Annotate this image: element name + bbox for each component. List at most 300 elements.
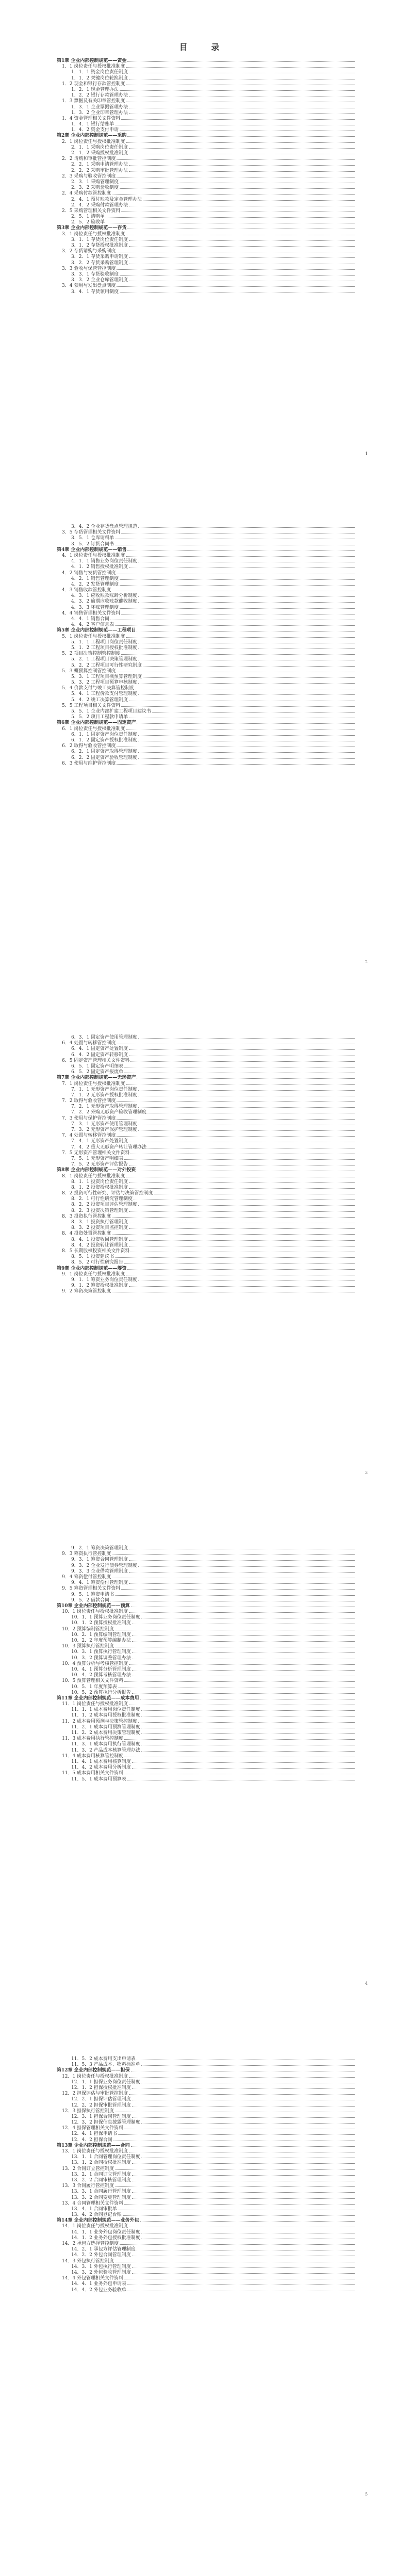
toc-section[interactable] bbox=[57, 98, 356, 104]
toc-subsection[interactable] bbox=[57, 214, 356, 219]
toc-subsection[interactable] bbox=[57, 2264, 356, 2270]
toc-entry-label: 4．3．3 坏账管理制度 bbox=[71, 605, 119, 610]
toc-entry-label: 5．5 工程项目相关文件资料 bbox=[62, 703, 121, 708]
toc-subsection[interactable] bbox=[57, 1620, 356, 1626]
toc-subsection[interactable] bbox=[57, 541, 356, 547]
dot-leader bbox=[129, 2223, 355, 2227]
toc-page-2 bbox=[57, 524, 356, 766]
toc-section[interactable] bbox=[57, 2108, 356, 2114]
toc-entry-label: 13．3．2 合同变更管理制度 bbox=[71, 2195, 131, 2200]
toc-subsection[interactable] bbox=[57, 2229, 356, 2235]
toc-subsection[interactable] bbox=[57, 2212, 356, 2217]
toc-subsection[interactable] bbox=[57, 2056, 356, 2062]
toc-subsection[interactable] bbox=[57, 1614, 356, 1620]
toc-section[interactable] bbox=[57, 2275, 356, 2281]
toc-section[interactable] bbox=[57, 231, 356, 237]
toc-subsection[interactable] bbox=[57, 645, 356, 651]
dot-leader bbox=[112, 1574, 355, 1578]
dot-leader bbox=[124, 2125, 355, 2129]
toc-subsection[interactable] bbox=[57, 1219, 356, 1225]
toc-subsection[interactable] bbox=[57, 2195, 356, 2200]
toc-entry-label: 14．4 外包管理相关文件资料 bbox=[62, 2276, 124, 2281]
toc-section[interactable] bbox=[57, 610, 356, 616]
toc-subsection[interactable] bbox=[57, 558, 356, 564]
toc-section[interactable] bbox=[57, 2166, 356, 2172]
toc-subsection[interactable] bbox=[57, 150, 356, 156]
toc-section[interactable] bbox=[57, 760, 356, 766]
toc-subsection[interactable] bbox=[57, 1545, 356, 1551]
toc-section[interactable] bbox=[57, 2125, 356, 2131]
dot-leader bbox=[138, 645, 355, 649]
dot-leader bbox=[112, 1230, 355, 1235]
toc-entry-label: 6．1 岗位责任与授权批准制度 bbox=[62, 726, 125, 732]
toc-section[interactable] bbox=[57, 1551, 356, 1557]
toc-subsection[interactable] bbox=[57, 277, 356, 283]
toc-section[interactable] bbox=[57, 2258, 356, 2264]
dot-leader bbox=[132, 1655, 355, 1659]
toc-section[interactable] bbox=[57, 1115, 356, 1121]
dot-leader bbox=[113, 2137, 355, 2141]
toc-entry-label: 11．1．2 成本费用授权批准制度 bbox=[71, 1713, 140, 1719]
toc-entry-label: 11．5．3 产品成本、物料标准单 bbox=[71, 2062, 140, 2068]
toc-subsection[interactable] bbox=[57, 1632, 356, 1638]
toc-section[interactable] bbox=[57, 1098, 356, 1104]
toc-chapter[interactable] bbox=[57, 133, 356, 138]
dot-leader bbox=[138, 737, 355, 741]
toc-subsection[interactable] bbox=[57, 121, 356, 127]
toc-subsection[interactable] bbox=[57, 1684, 356, 1690]
toc-subsection[interactable] bbox=[57, 1597, 356, 1603]
toc-subsection[interactable] bbox=[57, 144, 356, 150]
toc-subsection[interactable] bbox=[57, 2177, 356, 2183]
toc-subsection[interactable] bbox=[57, 1156, 356, 1161]
dot-leader bbox=[138, 1202, 355, 1206]
toc-subsection[interactable] bbox=[57, 1063, 356, 1069]
toc-subsection[interactable] bbox=[57, 2235, 356, 2241]
toc-subsection[interactable] bbox=[57, 1087, 356, 1092]
toc-subsection[interactable] bbox=[57, 1747, 356, 1753]
toc-subsection[interactable] bbox=[57, 1208, 356, 1213]
toc-section[interactable] bbox=[57, 116, 356, 121]
dot-leader bbox=[129, 242, 355, 247]
toc-subsection[interactable] bbox=[57, 1759, 356, 1764]
toc-entry-label: 9．3．1 筹资合同管理制度 bbox=[71, 1557, 128, 1563]
toc-subsection[interactable] bbox=[57, 2189, 356, 2194]
dot-leader bbox=[138, 732, 355, 736]
toc-entry-label: 9．5．2 借款合同 bbox=[71, 1597, 110, 1603]
toc-subsection[interactable] bbox=[57, 271, 356, 277]
dot-leader bbox=[138, 524, 355, 528]
toc-section[interactable] bbox=[57, 2200, 356, 2206]
toc-subsection[interactable] bbox=[57, 185, 356, 190]
toc-chapter[interactable] bbox=[57, 1075, 356, 1080]
toc-entry-label: 第5章 企业内部控制规范——工程项目 bbox=[57, 628, 136, 634]
toc-subsection[interactable] bbox=[57, 1568, 356, 1574]
toc-subsection[interactable] bbox=[57, 1655, 356, 1661]
toc-entry-label: 9．1．2 筹资授权批准制度 bbox=[71, 1283, 128, 1289]
toc-section[interactable] bbox=[57, 2091, 356, 2096]
toc-entry-label: 3．4．1 存货领用制度 bbox=[71, 289, 119, 295]
toc-subsection[interactable] bbox=[57, 179, 356, 185]
toc-entry-label: 11．4．1 成本费用核算制度 bbox=[71, 1759, 131, 1764]
toc-entry-label: 8．2．2 投资项目评估管理制度 bbox=[71, 1202, 138, 1208]
toc-subsection[interactable] bbox=[57, 1741, 356, 1747]
toc-chapter[interactable] bbox=[57, 1266, 356, 1271]
toc-subsection[interactable] bbox=[57, 1069, 356, 1075]
toc-section[interactable] bbox=[57, 156, 356, 161]
toc-subsection[interactable] bbox=[57, 708, 356, 714]
toc-subsection[interactable] bbox=[57, 2154, 356, 2160]
toc-subsection[interactable] bbox=[57, 1202, 356, 1207]
toc-section[interactable] bbox=[57, 283, 356, 288]
dot-leader bbox=[117, 283, 355, 287]
toc-entry-label: 11．5．1 成本费用预算表 bbox=[71, 1776, 126, 1782]
toc-subsection[interactable] bbox=[57, 1580, 356, 1585]
dot-leader bbox=[135, 685, 355, 689]
toc-subsection[interactable] bbox=[57, 1185, 356, 1190]
toc-entry-label: 9．4．1 筹资偿付管理制度 bbox=[71, 1580, 128, 1586]
toc-subsection[interactable] bbox=[57, 2137, 356, 2143]
toc-subsection[interactable] bbox=[57, 1196, 356, 1202]
toc-section[interactable] bbox=[57, 1661, 356, 1666]
toc-entry-label: 6．2．1 固定资产取得管理制度 bbox=[71, 749, 138, 755]
toc-subsection[interactable] bbox=[57, 1046, 356, 1051]
toc-entry-label: 5．2．1 工程项目决策管理制度 bbox=[71, 657, 138, 662]
toc-subsection[interactable] bbox=[57, 2062, 356, 2067]
toc-section[interactable] bbox=[57, 63, 356, 69]
toc-subsection[interactable] bbox=[57, 219, 356, 225]
toc-entry-label: 10．5 预算管理相关文件资料 bbox=[62, 1678, 124, 1684]
toc-subsection[interactable] bbox=[57, 242, 356, 248]
toc-subsection[interactable] bbox=[57, 110, 356, 116]
toc-subsection[interactable] bbox=[57, 1121, 356, 1127]
toc-subsection[interactable] bbox=[57, 2096, 356, 2102]
toc-section[interactable] bbox=[57, 1736, 356, 1741]
toc-subsection[interactable] bbox=[57, 87, 356, 92]
toc-entry-label: 14．4．2 外包业务验收单 bbox=[71, 2287, 126, 2293]
dot-leader bbox=[115, 541, 355, 545]
toc-chapter[interactable] bbox=[57, 2217, 356, 2223]
toc-subsection[interactable] bbox=[57, 2079, 356, 2085]
toc-chapter[interactable] bbox=[57, 1167, 356, 1173]
toc-subsection[interactable] bbox=[57, 1592, 356, 1597]
toc-subsection[interactable] bbox=[57, 674, 356, 679]
toc-section[interactable] bbox=[57, 2183, 356, 2189]
toc-subsection[interactable] bbox=[57, 535, 356, 541]
toc-chapter[interactable] bbox=[57, 547, 356, 553]
toc-section[interactable] bbox=[57, 634, 356, 639]
dot-leader bbox=[129, 1161, 355, 1165]
toc-entry-label: 5．1 岗位责任与授权批准制度 bbox=[62, 634, 125, 639]
toc-subsection[interactable] bbox=[57, 1242, 356, 1248]
toc-entry-label: 第11章 企业内部控制规范——成本费用 bbox=[57, 1695, 139, 1701]
toc-subsection[interactable] bbox=[57, 679, 356, 685]
dot-leader bbox=[117, 173, 355, 177]
toc-subsection[interactable] bbox=[57, 202, 356, 208]
toc-subsection[interactable] bbox=[57, 1161, 356, 1167]
toc-subsection[interactable] bbox=[57, 2131, 356, 2136]
toc-section[interactable] bbox=[57, 685, 356, 691]
toc-subsection[interactable] bbox=[57, 524, 356, 529]
toc-entry-label: 3．3．1 存货验收制度 bbox=[71, 271, 119, 277]
toc-subsection[interactable] bbox=[57, 289, 356, 295]
toc-subsection[interactable] bbox=[57, 161, 356, 167]
toc-subsection[interactable] bbox=[57, 127, 356, 133]
toc-section[interactable] bbox=[57, 1701, 356, 1707]
toc-section[interactable] bbox=[57, 2241, 356, 2246]
toc-subsection[interactable] bbox=[57, 755, 356, 760]
toc-subsection[interactable] bbox=[57, 737, 356, 743]
toc-entry-label: 9．1 岗位责任与授权批准制度 bbox=[62, 1271, 125, 1277]
toc-section[interactable] bbox=[57, 553, 356, 558]
toc-section[interactable] bbox=[57, 668, 356, 674]
toc-subsection[interactable] bbox=[57, 662, 356, 668]
toc-section[interactable] bbox=[57, 703, 356, 708]
toc-chapter[interactable] bbox=[57, 720, 356, 725]
dot-leader bbox=[129, 2091, 355, 2095]
toc-entry-label: 12．4 担保管理相关文件资料 bbox=[62, 2126, 124, 2131]
toc-subsection[interactable] bbox=[57, 1776, 356, 1782]
toc-subsection[interactable] bbox=[57, 1649, 356, 1655]
toc-subsection[interactable] bbox=[57, 1707, 356, 1712]
toc-subsection[interactable] bbox=[57, 1712, 356, 1718]
toc-entry-label: 第8章 企业内部控制规范——对外投资 bbox=[57, 1168, 136, 1173]
toc-subsection[interactable] bbox=[57, 576, 356, 581]
toc-section[interactable] bbox=[57, 1132, 356, 1138]
toc-subsection[interactable] bbox=[57, 691, 356, 696]
dot-leader bbox=[129, 1283, 355, 1287]
toc-entry-label: 3．1．2 存货授权批准制度 bbox=[71, 243, 128, 248]
toc-section[interactable] bbox=[57, 1585, 356, 1591]
toc-chapter[interactable] bbox=[57, 2067, 356, 2073]
dot-leader bbox=[115, 1254, 355, 1258]
toc-subsection[interactable] bbox=[57, 2160, 356, 2165]
toc-subsection[interactable] bbox=[57, 197, 356, 202]
toc-subsection[interactable] bbox=[57, 1730, 356, 1736]
dot-leader bbox=[129, 1568, 355, 1573]
toc-subsection[interactable] bbox=[57, 1144, 356, 1150]
toc-entry-label: 2．1 岗位责任与授权批准制度 bbox=[62, 139, 125, 144]
dot-leader bbox=[138, 1104, 355, 1108]
toc-subsection[interactable] bbox=[57, 749, 356, 754]
toc-chapter[interactable] bbox=[57, 1603, 356, 1609]
toc-subsection[interactable] bbox=[57, 1764, 356, 1770]
toc-subsection[interactable] bbox=[57, 2114, 356, 2119]
toc-section[interactable] bbox=[57, 726, 356, 732]
toc-section[interactable] bbox=[57, 1770, 356, 1776]
toc-subsection[interactable] bbox=[57, 1690, 356, 1695]
dot-leader bbox=[141, 1747, 355, 1752]
toc-entry-label: 4．4．1 销售合同 bbox=[71, 617, 110, 622]
toc-subsection[interactable] bbox=[57, 732, 356, 737]
dot-leader bbox=[138, 656, 355, 660]
dot-leader bbox=[129, 1580, 355, 1584]
toc-subsection[interactable] bbox=[57, 1563, 356, 1568]
toc-section[interactable] bbox=[57, 587, 356, 593]
dot-leader bbox=[129, 144, 355, 149]
toc-subsection[interactable] bbox=[57, 1254, 356, 1259]
toc-entry-label: 7．5．1 无形资产明细表 bbox=[71, 1156, 124, 1161]
toc-subsection[interactable] bbox=[57, 598, 356, 604]
toc-subsection[interactable] bbox=[57, 168, 356, 173]
toc-subsection[interactable] bbox=[57, 593, 356, 598]
toc-subsection[interactable] bbox=[57, 2270, 356, 2275]
toc-subsection[interactable] bbox=[57, 1034, 356, 1040]
toc-section[interactable] bbox=[57, 1719, 356, 1724]
toc-section[interactable] bbox=[57, 2223, 356, 2229]
toc-entry-label: 6．2 取得与验收管控制度 bbox=[62, 743, 116, 749]
toc-subsection[interactable] bbox=[57, 1277, 356, 1283]
dot-leader bbox=[129, 1185, 355, 1189]
toc-section[interactable] bbox=[57, 139, 356, 144]
dot-leader bbox=[141, 2119, 355, 2124]
toc-subsection[interactable] bbox=[57, 104, 356, 110]
toc-section[interactable] bbox=[57, 1271, 356, 1277]
dot-leader bbox=[129, 1237, 355, 1241]
toc-section[interactable] bbox=[57, 1040, 356, 1046]
toc-section[interactable] bbox=[57, 529, 356, 535]
toc-section[interactable] bbox=[57, 1643, 356, 1649]
toc-section[interactable] bbox=[57, 208, 356, 214]
dot-leader bbox=[126, 81, 355, 85]
toc-section[interactable] bbox=[57, 266, 356, 271]
toc-section[interactable] bbox=[57, 1574, 356, 1580]
dot-leader bbox=[132, 2264, 355, 2268]
dot-leader bbox=[110, 1597, 355, 1601]
toc-entry-label: 11．2．1 成本费用预测管理制度 bbox=[71, 1724, 140, 1730]
toc-subsection[interactable] bbox=[57, 714, 356, 720]
toc-subsection[interactable] bbox=[57, 1127, 356, 1132]
toc-section[interactable] bbox=[57, 1626, 356, 1632]
toc-subsection[interactable] bbox=[57, 1179, 356, 1185]
toc-section[interactable] bbox=[57, 570, 356, 576]
toc-entry-label: 1．1．2 关键岗位轮换制度 bbox=[71, 75, 128, 81]
toc-chapter[interactable] bbox=[57, 627, 356, 633]
dot-leader bbox=[129, 1179, 355, 1183]
toc-subsection[interactable] bbox=[57, 2172, 356, 2177]
toc-section[interactable] bbox=[57, 1150, 356, 1156]
toc-subsection[interactable] bbox=[57, 2287, 356, 2293]
page-title: 目 录 bbox=[179, 42, 230, 52]
dot-leader bbox=[126, 231, 355, 235]
toc-section[interactable] bbox=[57, 1753, 356, 1759]
toc-section[interactable] bbox=[57, 1081, 356, 1087]
toc-entry-label: 8．2．3 投资决策管理制度 bbox=[71, 1208, 128, 1213]
toc-entry-label: 12．2．1 担保评估管理制度 bbox=[71, 2097, 131, 2102]
toc-subsection[interactable] bbox=[57, 260, 356, 266]
toc-entry-label: 12．4．2 担保合同 bbox=[71, 2137, 112, 2143]
toc-subsection[interactable] bbox=[57, 92, 356, 98]
toc-subsection[interactable] bbox=[57, 1259, 356, 1265]
toc-section[interactable] bbox=[57, 1213, 356, 1219]
toc-subsection[interactable] bbox=[57, 622, 356, 627]
toc-chapter[interactable] bbox=[57, 2143, 356, 2148]
dot-leader bbox=[140, 1695, 355, 1699]
toc-entry-label: 3．2．1 存货采购申请制度 bbox=[71, 254, 128, 260]
toc-subsection[interactable] bbox=[57, 1052, 356, 1058]
toc-section[interactable] bbox=[57, 173, 356, 179]
toc-entry-label: 10．1．2 预算授权批准制度 bbox=[71, 1621, 131, 1626]
toc-chapter[interactable] bbox=[57, 58, 356, 63]
toc-subsection[interactable] bbox=[57, 1104, 356, 1109]
toc-section[interactable] bbox=[57, 1288, 356, 1294]
toc-subsection[interactable] bbox=[57, 605, 356, 610]
toc-subsection[interactable] bbox=[57, 69, 356, 75]
dot-leader bbox=[132, 1690, 355, 1694]
toc-entry-label: 2．4．1 预付账款及定金管理办法 bbox=[71, 197, 142, 202]
toc-section[interactable] bbox=[57, 1248, 356, 1254]
toc-subsection[interactable] bbox=[57, 1225, 356, 1230]
dot-leader bbox=[129, 1701, 355, 1705]
toc-subsection[interactable] bbox=[57, 564, 356, 570]
toc-subsection[interactable] bbox=[57, 2102, 356, 2108]
toc-subsection[interactable] bbox=[57, 2246, 356, 2252]
toc-subsection[interactable] bbox=[57, 1138, 356, 1144]
toc-subsection[interactable] bbox=[57, 1092, 356, 1098]
toc-subsection[interactable] bbox=[57, 1672, 356, 1678]
toc-subsection[interactable] bbox=[57, 254, 356, 260]
toc-subsection[interactable] bbox=[57, 639, 356, 645]
toc-subsection[interactable] bbox=[57, 2206, 356, 2212]
toc-subsection[interactable] bbox=[57, 1557, 356, 1562]
toc-subsection[interactable] bbox=[57, 581, 356, 587]
toc-entry-label: 13．2 合同订立管控制度 bbox=[62, 2166, 114, 2172]
dot-leader bbox=[129, 92, 355, 96]
toc-subsection[interactable] bbox=[57, 75, 356, 81]
toc-section[interactable] bbox=[57, 248, 356, 254]
toc-subsection[interactable] bbox=[57, 697, 356, 703]
dot-leader bbox=[129, 1219, 355, 1223]
toc-subsection[interactable] bbox=[57, 2119, 356, 2125]
dot-leader bbox=[120, 179, 355, 183]
toc-section[interactable] bbox=[57, 1230, 356, 1236]
toc-section[interactable] bbox=[57, 651, 356, 656]
toc-section[interactable] bbox=[57, 743, 356, 749]
toc-subsection[interactable] bbox=[57, 1109, 356, 1115]
dot-leader bbox=[138, 1034, 355, 1039]
toc-subsection[interactable] bbox=[57, 237, 356, 242]
toc-section[interactable] bbox=[57, 1173, 356, 1179]
toc-section[interactable] bbox=[57, 1190, 356, 1196]
toc-section[interactable] bbox=[57, 2148, 356, 2154]
toc-subsection[interactable] bbox=[57, 1283, 356, 1288]
dot-leader bbox=[129, 168, 355, 172]
toc-section[interactable] bbox=[57, 190, 356, 196]
dot-leader bbox=[112, 1213, 355, 1218]
dot-leader bbox=[132, 2252, 355, 2256]
toc-entry-label: 11．2 成本费用预测与决策管控制度 bbox=[62, 1719, 138, 1724]
toc-subsection[interactable] bbox=[57, 2281, 356, 2287]
toc-section[interactable] bbox=[57, 1609, 356, 1614]
toc-subsection[interactable] bbox=[57, 2085, 356, 2091]
toc-section[interactable] bbox=[57, 1058, 356, 1063]
toc-subsection[interactable] bbox=[57, 1724, 356, 1730]
toc-entry-label: 3．5．1 仓库请料单 bbox=[71, 536, 114, 541]
toc-subsection[interactable] bbox=[57, 1638, 356, 1643]
toc-subsection[interactable] bbox=[57, 1666, 356, 1672]
toc-subsection[interactable] bbox=[57, 616, 356, 622]
toc-chapter[interactable] bbox=[57, 225, 356, 231]
dot-leader bbox=[141, 1730, 355, 1734]
toc-subsection[interactable] bbox=[57, 656, 356, 662]
toc-section[interactable] bbox=[57, 81, 356, 87]
toc-subsection[interactable] bbox=[57, 2252, 356, 2258]
toc-section[interactable] bbox=[57, 1678, 356, 1683]
toc-chapter[interactable] bbox=[57, 1695, 356, 1701]
toc-subsection[interactable] bbox=[57, 1237, 356, 1242]
dot-leader bbox=[112, 190, 355, 195]
toc-section[interactable] bbox=[57, 2073, 356, 2079]
